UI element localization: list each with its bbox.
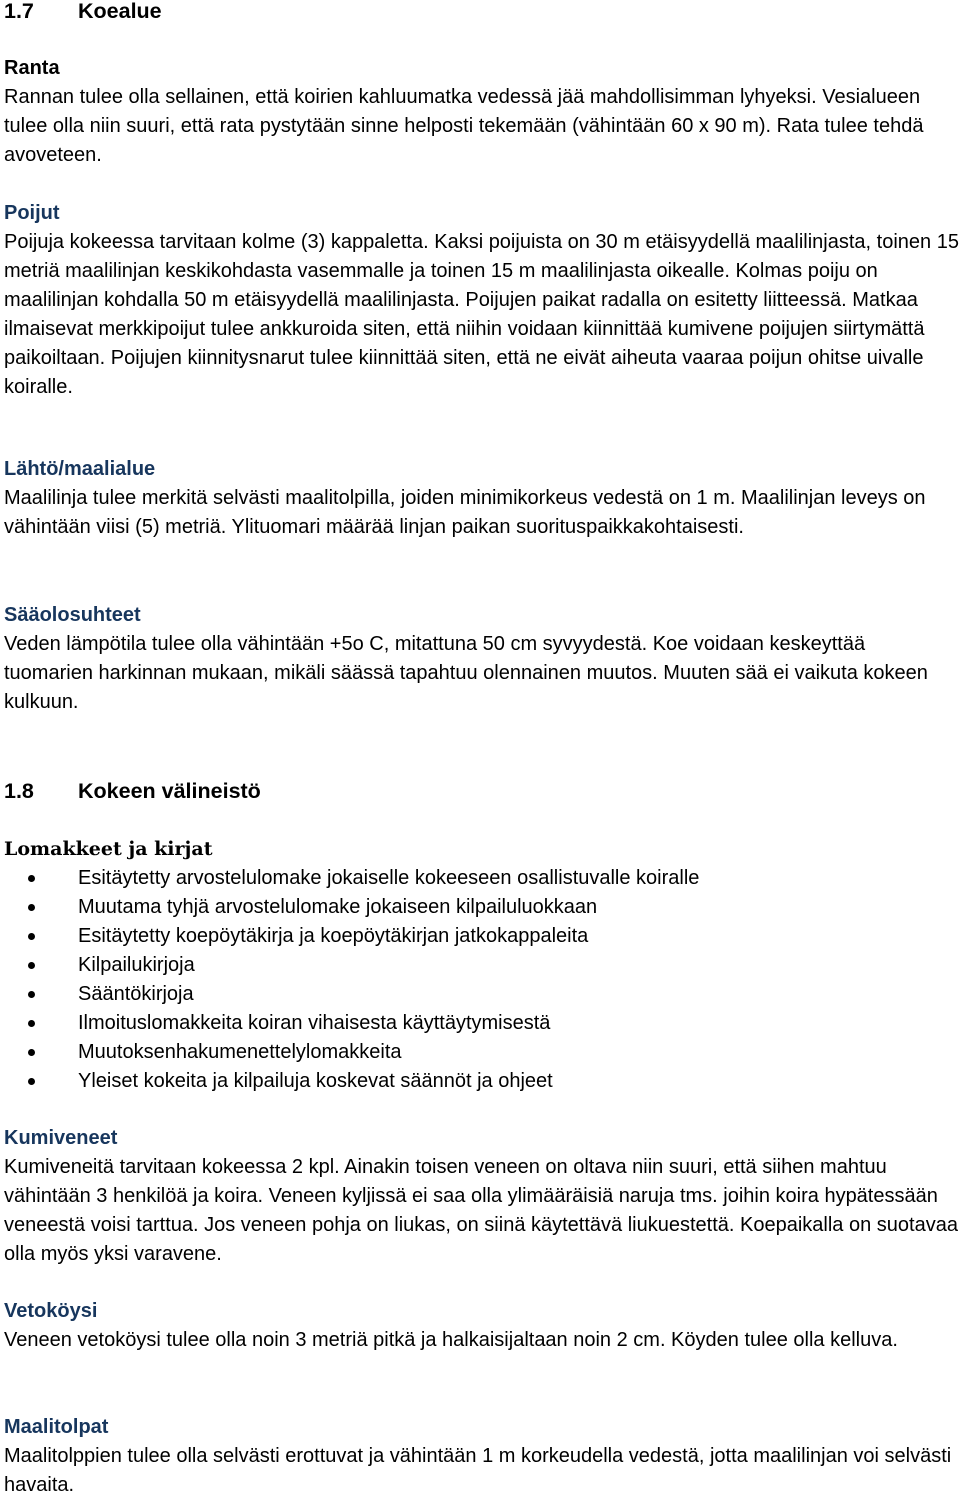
list-item: [4, 864, 959, 893]
vetokoysi-section: [4, 1297, 959, 1355]
bullet-icon: [28, 962, 35, 969]
lahto-text: Maalilinja tulee merkitä selvästi maalitolpilla, joiden minimikorkeus vedestä on 1 m. Maalilinjan leveys on vähintään viisi (5) metriä. Ylituomari määrää linjan paikan suorituspaikkakohtaisesti.: [4, 487, 926, 538]
section-number: 1.7: [4, 0, 34, 23]
lahto-heading: Lähtö/maalialue: [4, 458, 156, 480]
bullet-icon: [28, 933, 35, 940]
poijut-section: [4, 199, 959, 402]
list-item-text: Sääntökirjoja: [78, 983, 194, 1005]
section-number: 1.8: [4, 779, 34, 803]
kumiveneet-section: [4, 1124, 959, 1269]
ranta-text: Rannan tulee olla sellainen, että koirien kahluumatka vedessä jää mahdollisimman lyhyeksi. Vesialueen tulee olla niin suuri, että rata pystytään sinne helposti tekemään (vähintään 60 x 90 m). Rata tulee tehdä avoveteen.: [4, 86, 924, 166]
list-item: [4, 951, 959, 980]
list-item: [4, 980, 959, 1009]
maalitolpat-text: Maalitolppien tulee olla selvästi erottuvat ja vähintään 1 m korkeudella vedestä, jotta maalilinjan voi selvästi havaita.: [4, 1445, 952, 1496]
list-item: [4, 1009, 959, 1038]
ranta-heading: Ranta: [4, 57, 60, 79]
lomakkeet-list: [4, 864, 959, 1096]
list-item-text: Muutama tyhjä arvostelulomake jokaiseen kilpailuluokkaan: [78, 896, 598, 918]
section-heading-1-7: [4, 0, 162, 25]
list-item: [4, 893, 959, 922]
lahto-section: [4, 455, 959, 542]
section-title: Koealue: [78, 0, 162, 23]
vetokoysi-heading: Vetoköysi: [4, 1300, 98, 1322]
list-item-text: Muutoksenhakumenettelylomakkeita: [78, 1041, 402, 1063]
saa-heading: Sääolosuhteet: [4, 604, 141, 626]
bullet-icon: [28, 1020, 35, 1027]
kumiveneet-heading: Kumiveneet: [4, 1127, 118, 1149]
lomakkeet-section: [4, 835, 959, 1096]
saa-section: [4, 601, 959, 717]
bullet-icon: [28, 904, 35, 911]
ranta-section: [4, 54, 959, 170]
section-title: Kokeen välineistö: [78, 779, 261, 803]
list-item-text: Yleiset kokeita ja kilpailuja koskevat säännöt ja ohjeet: [78, 1070, 553, 1092]
kumiveneet-text: Kumiveneitä tarvitaan kokeessa 2 kpl. Ainakin toisen veneen on oltava niin suuri, että siihen mahtuu vähintään 3 henkilöä ja koira. Veneen kyljissä ei saa olla ylimääräisiä naruja tms. joihin koira hypätessään veneestä voisi tarttua. Jos veneen pohja on liukas, on siinä käytettävä liukuestettä. Koepaikalla on suotavaa olla myös yksi varavene.: [4, 1156, 958, 1265]
saa-text: Veden lämpötila tulee olla vähintään +5o C, mitattuna 50 cm syvyydestä. Koe voidaan keskeyttää tuomarien harkinnan mukaan, mikäli säässä tapahtuu olennainen muutos. Muuten sää ei vaikuta kokeen kulkuun.: [4, 633, 928, 713]
poijut-heading: Poijut: [4, 202, 60, 224]
list-item-text: Esitäytetty koepöytäkirja ja koepöytäkirjan jatkokappaleita: [78, 925, 589, 947]
section-heading-1-8: [4, 777, 261, 805]
bullet-icon: [28, 991, 35, 998]
vetokoysi-text: Veneen vetoköysi tulee olla noin 3 metriä pitkä ja halkaisijaltaan noin 2 cm. Köyden tulee olla kelluva.: [4, 1329, 898, 1351]
lomakkeet-heading: Lomakkeet ja kirjat: [4, 838, 213, 860]
list-item: [4, 922, 959, 951]
maalitolpat-section: [4, 1413, 959, 1500]
list-item: [4, 1038, 959, 1067]
list-item-text: Kilpailukirjoja: [78, 954, 195, 976]
poijut-text: Poijuja kokeessa tarvitaan kolme (3) kappaletta. Kaksi poijuista on 30 m etäisyydellä maalilinjasta, toinen 15 metriä maalilinjan keskikohdasta vasemmalle ja toinen 15 m maalilinjasta oikealle. Kolmas poiju on maalilinjan kohdalla 50 m etäisyydellä maalilinjasta. Poijujen paikat radalla on esitetty liitteessä. Matkaa ilmaisevat merkkipoijut tulee ankkuroida siten, että niihin voidaan kiinnittää kumivene poijujen siirtymättä paikoiltaan. Poijujen kiinnitysnarut tulee kiinnittää siten, että ne eivät aiheuta vaaraa poijun ohitse uivalle koiralle.: [4, 231, 959, 398]
list-item: [4, 1067, 959, 1096]
maalitolpat-heading: Maalitolpat: [4, 1416, 109, 1438]
list-item-text: Ilmoituslomakkeita koiran vihaisesta käyttäytymisestä: [78, 1012, 551, 1034]
bullet-icon: [28, 1078, 35, 1085]
bullet-icon: [28, 1049, 35, 1056]
bullet-icon: [28, 875, 35, 882]
list-item-text: Esitäytetty arvostelulomake jokaiselle kokeeseen osallistuvalle koiralle: [78, 867, 700, 889]
